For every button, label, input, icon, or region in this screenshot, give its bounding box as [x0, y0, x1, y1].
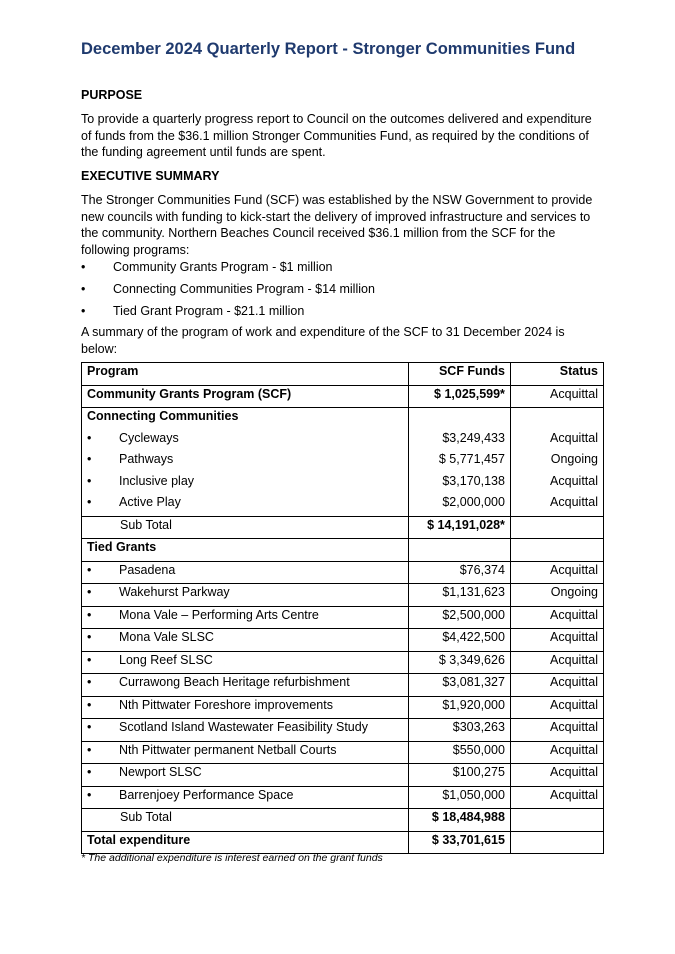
funds-cell: $550,000	[408, 741, 510, 764]
subtotal-label: Sub Total	[82, 516, 409, 539]
summary-intro: A summary of the program of work and expenditure of the SCF to 31 December 2024 is below:	[81, 325, 565, 356]
bullet-icon: •	[87, 697, 92, 712]
program-cell: • Long Reef SLSC	[82, 651, 409, 674]
funds-cell: $303,263	[408, 719, 510, 742]
status-cell: Acquittal	[510, 764, 603, 787]
table-row	[82, 696, 604, 719]
table-row	[82, 584, 604, 607]
funds-cell: $3,249,433	[408, 430, 510, 452]
section-heading-connecting: Connecting Communities	[82, 408, 409, 430]
status-cell: Acquittal	[510, 786, 603, 809]
funds-cell: $2,500,000	[408, 606, 510, 629]
program-cell: • Active Play	[82, 494, 409, 516]
section-heading-row	[82, 408, 604, 430]
subtotal-label: Sub Total	[82, 809, 409, 832]
bullet-icon: •	[87, 652, 92, 667]
program-cell: • Pasadena	[82, 561, 409, 584]
subtotal-row	[82, 809, 604, 832]
status-cell: Acquittal	[510, 674, 603, 697]
total-label: Total expenditure	[82, 831, 409, 854]
table-row	[82, 674, 604, 697]
bullet-icon: •	[87, 452, 92, 466]
bullet-icon: •	[87, 562, 92, 577]
total-row	[82, 831, 604, 854]
purpose-text: To provide a quarterly progress report to Council on the outcomes delivered and expenditure of funds from the $36.1 million Stronger Communities Fund, as required by the conditions of the funding agreement until funds are spent.	[81, 112, 592, 159]
subtotal-value: $ 18,484,988	[408, 809, 510, 832]
executive-summary-text: The Stronger Communities Fund (SCF) was established by the NSW Government to provide new councils with funding to kick-start the delivery of improved infrastructure and services to the community. Northern Beaches Council received $36.1 million from the SCF for the following programs:	[81, 193, 593, 257]
program-cell: • Mona Vale – Performing Arts Centre	[82, 606, 409, 629]
program-cell: • Scotland Island Wastewater Feasibility Study	[82, 719, 409, 742]
funds-cell: $1,920,000	[408, 696, 510, 719]
table-row	[82, 651, 604, 674]
bullet-icon: •	[87, 720, 92, 734]
status-cell: Acquittal	[510, 606, 603, 629]
program-cell: • Nth Pittwater Foreshore improvements	[82, 696, 409, 719]
funds-cell: $ 5,771,457	[408, 451, 510, 473]
bullet-icon: •	[87, 495, 92, 509]
bullet-icon: •	[87, 585, 92, 599]
bullet-icon: •	[87, 607, 92, 622]
table-row	[82, 561, 604, 584]
status-cell: Acquittal	[510, 561, 603, 584]
section-heading-row	[82, 539, 604, 562]
expenditure-table	[81, 362, 604, 854]
subtotal-value: $ 14,191,028*	[408, 516, 510, 539]
program-bullet-list	[81, 259, 375, 325]
table-row	[82, 741, 604, 764]
column-header-funds: SCF Funds	[408, 363, 510, 386]
table-row	[82, 629, 604, 652]
table-row	[82, 719, 604, 742]
bullet-icon: •	[81, 282, 86, 296]
column-header-program: Program	[82, 363, 409, 386]
status-cell: Ongoing	[510, 451, 603, 473]
subtotal-row	[82, 516, 604, 539]
funds-cell: $2,000,000	[408, 494, 510, 516]
program-cell: Community Grants Program (SCF)	[82, 385, 409, 408]
table-row	[82, 385, 604, 408]
funds-cell: $76,374	[408, 561, 510, 584]
table-row	[82, 430, 604, 452]
program-cell: • Newport SLSC	[82, 764, 409, 787]
funds-cell: $100,275	[408, 764, 510, 787]
status-cell: Ongoing	[510, 584, 603, 607]
column-header-status: Status	[510, 363, 603, 386]
list-item: • Tied Grant Program - $21.1 million	[81, 304, 305, 318]
status-cell: Acquittal	[510, 629, 603, 652]
section-heading-tied: Tied Grants	[82, 539, 409, 562]
list-item: • Connecting Communities Program - $14 million	[81, 282, 375, 296]
bullet-icon: •	[81, 260, 86, 274]
table-row	[82, 786, 604, 809]
funds-cell: $ 1,025,599*	[408, 385, 510, 408]
bullet-icon: •	[87, 473, 92, 488]
program-cell: • Pathways	[82, 451, 409, 473]
funds-cell: $1,050,000	[408, 786, 510, 809]
funds-cell: $3,170,138	[408, 473, 510, 495]
table-row	[82, 606, 604, 629]
table-row	[82, 473, 604, 495]
list-item: • Community Grants Program - $1 million	[81, 260, 333, 274]
table-row	[82, 451, 604, 473]
program-cell: • Inclusive play	[82, 473, 409, 495]
funds-cell: $4,422,500	[408, 629, 510, 652]
program-cell: • Cycleways	[82, 430, 409, 452]
bullet-icon: •	[87, 630, 92, 644]
bullet-icon: •	[87, 787, 92, 802]
bullet-icon: •	[81, 304, 86, 318]
executive-summary-heading: EXECUTIVE SUMMARY	[81, 169, 220, 183]
total-value: $ 33,701,615	[408, 831, 510, 854]
purpose-heading: PURPOSE	[81, 88, 143, 102]
bullet-icon: •	[87, 430, 92, 445]
status-cell: Acquittal	[510, 696, 603, 719]
program-cell: • Currawong Beach Heritage refurbishment	[82, 674, 409, 697]
funds-cell: $ 3,349,626	[408, 651, 510, 674]
funds-cell: $1,131,623	[408, 584, 510, 607]
program-cell: • Wakehurst Parkway	[82, 584, 409, 607]
status-cell: Acquittal	[510, 741, 603, 764]
table-row	[82, 764, 604, 787]
program-cell: • Nth Pittwater permanent Netball Courts	[82, 741, 409, 764]
table-row	[82, 494, 604, 516]
table-header-row	[82, 363, 604, 386]
status-cell: Acquittal	[510, 473, 603, 495]
funds-cell: $3,081,327	[408, 674, 510, 697]
status-cell: Acquittal	[510, 651, 603, 674]
bullet-icon: •	[87, 675, 92, 689]
program-cell: • Barrenjoey Performance Space	[82, 786, 409, 809]
status-cell: Acquittal	[510, 385, 603, 408]
program-cell: • Mona Vale SLSC	[82, 629, 409, 652]
report-title: December 2024 Quarterly Report - Stronger Communities Fund	[81, 40, 576, 58]
status-cell: Acquittal	[510, 719, 603, 742]
status-cell: Acquittal	[510, 494, 603, 516]
status-cell: Acquittal	[510, 430, 603, 452]
bullet-icon: •	[87, 742, 92, 757]
bullet-icon: •	[87, 765, 92, 779]
footnote: * The additional expenditure is interest earned on the grant funds	[81, 852, 383, 864]
